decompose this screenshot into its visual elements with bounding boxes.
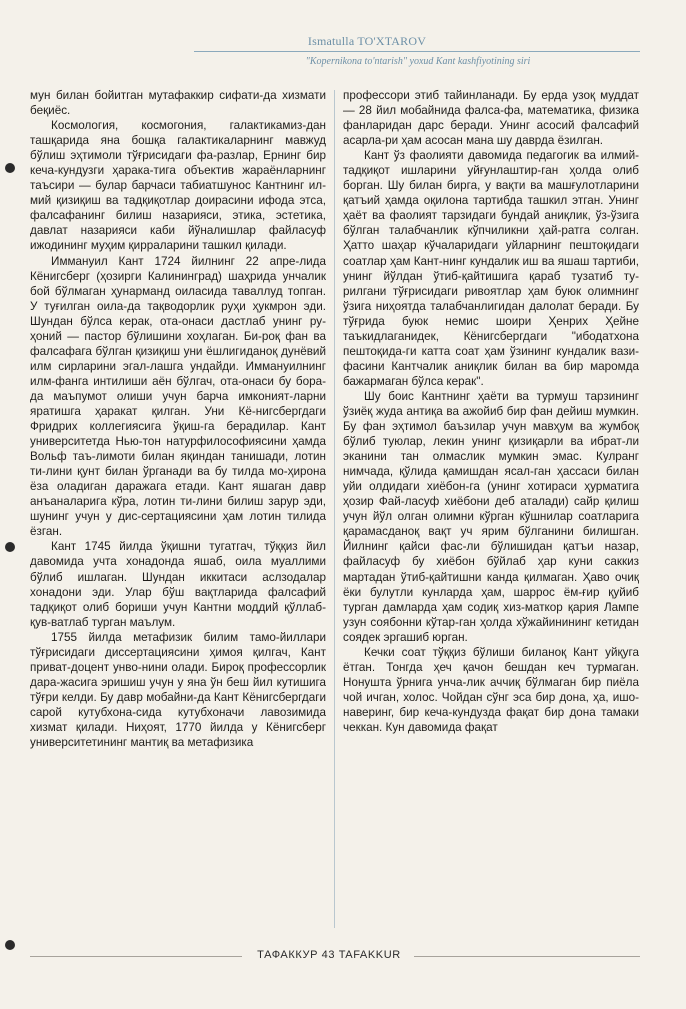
footer-page-label: ТАФАККУР 43 TAFAKKUR [257, 949, 401, 961]
paragraph: Кант 1745 йилда ўқишни тугатгач, тўққиз йил давомида учта хонадонда яшаб, оила муаллими бўлиб ишлаган. Шундан иккитаси аслзодалар хонадони эди. Улар бўш вақтларида фалсафий тадқиқот олиб бориши учун Кантни моддий қўллаб-қув-ватлаб турган маълум. [30, 540, 326, 629]
header-author: Ismatulla TO'XTAROV [307, 34, 427, 48]
paragraph: профессори этиб тайинланади. Бу ерда узоқ муддат — 28 йил мобайнида фалса-фа, математика, физика фанларидан дарс беради. Унинг асосий фалсафий асарла-ри ҳам асосан мана шу даврда ёзилган. [343, 89, 639, 148]
paragraph: Кант ўз фаолияти давомида педагогик ва илмий-тадқиқот ишларини уйғунлаштир-ган ҳолда олиб борган. Шу билан бирга, у вақти ва машғулотларини қатъий ҳамда оқилона тартибда ташкил этган. Унинг ҳаёт ва фаолият тарзидаги бундай аниқлик, ўз-ўзига бўлган талабчанлик кўпчиликни ҳай-ратга солган. Ҳатто шаҳар кўчаларидаги уйларнинг пештоқидаги соатлар ҳам Кант-нинг кундалик иш ва яшаш тартиби, унинг йўлдан ўтиб-қайтишига қараб тузатиб ту-рилгани тўғрисидаги ривоятлар ҳам буюк олимнинг ўзига ниҳоятда талабчанлигидан далолат беради. Бу тўғрида буюк немис шоири Ҳенрих Ҳейне таъкидлаганидек, Кёнигсбергдаги "ибодатхона пештоқида-ги катта соат ҳам ўзининг кундалик вази-фасини Кантчалик аниқлик билан ва бир маромда бажармаган бўлса керак". [343, 149, 639, 388]
footer-rule-left [30, 956, 242, 957]
paragraph: Шу боис Кантнинг ҳаёти ва турмуш тарзининг ўзиёқ жуда антиқа ва ажойиб бир фан дейиш мумкин. Бу фан эҳтимол баъзилар учун мавҳум ва жумбоқ бўлиб туюлар, лекин унинг қизиқарли ва ибрат-ли эканини тан олмаслик мумкин эмас. Кулранг нимчада, қўлида қамишдан ясал-ган ҳассаси билан уйи олдидаги хиёбон-га (унинг хотираси ҳурматига ҳозир Фай-ласуф хиёбони деб аталади) сайр қилиш учун йўл олган олимни кўрган кўшнилар соатларига қарамасданоқ вақт уч ярим бўлганини билишган. Йилнинг қайси фас-ли бўлишидан қатъи назар, файласуф бу хиёбон бўйлаб ҳар куни саккиз мартадан ўтиб-қайтишни канда қилмаган. Ҳаво очиқ ёки булутли кунларда ҳам, шаррос ём-ғир қуйиб турган дамларда ҳам содиқ хиз-маткор қария Лампе узун соябонни кўтар-ган ҳолда хўжайинининг кетидан соядек эргашиб юрган. [343, 389, 639, 644]
paragraph: Кечки соат тўққиз бўлиши биланоқ Кант уйқуга ётган. Тонгда ҳеч қачон бешдан кеч турмаган. Нонушта ўрнига унча-лик аччиқ бўлмаган бир пиёла чой ичган, холос. Чойдан сўнг эса бир дона, ҳа, ишо-наверинг, бир кеча-кундузда фақат бир дона тамаки чеккан. Кун давомида фақат [343, 645, 639, 734]
paragraph: мун билан бойитган мутафаккир сифати-да хизмати беқиёс. [30, 89, 326, 118]
left-column [30, 88, 326, 936]
column-divider [334, 90, 335, 928]
page-footer [0, 946, 686, 966]
binder-hole [5, 163, 15, 173]
paragraph: Иммануил Кант 1724 йилнинг 22 апре-лида Кёнигсберг (ҳозирги Калининград) шаҳрида унчалик бой бўлмаган ҳунарманд оиласида таваллуд топган. У туғилган оила-да тақводорлик руҳи ҳукмрон эди. Шундан бўлса керак, ота-онаси дастлаб унинг ру-ҳоний — пастор бўлишини хоҳлаган. Би-роқ фан ва фалсафага бўлган қизиқиш уни ёшлигиданоқ дунёвий илм сирларини эгал-лашга ундайди. Иммануилнинг илм-фанга интилиши аён бўлгач, ота-онаси бу бора-да маъпумот олиши учун барча имконият-ларни яратишга ҳаракат қилган. Уни Кё-нигсбергдаги Фридрих коллегиясига ўқиш-га берадилар. Кант университетда Нью-тон натурфилософиясини ҳамда Вольф таъ-лимоти билан яқиндан танишади, лотин ти-лини қунт билан ўрганади ва бу тилда мо-ҳирона ёза оладиган даражага етади. Кант яшаган давр анъаналарига кўра, лотин ти-лини билиш зарур эди, шунинг учун у дис-сертациясини ҳам лотин тилида ёзган. [30, 254, 326, 539]
header-rule [194, 51, 640, 52]
binder-hole [5, 940, 15, 950]
binder-hole [5, 542, 15, 552]
paragraph: Космология, космогония, галактикамиз-дан ташқарида яна бошқа галактикаларнинг мавжуд бўлиш эҳтимоли тўғрисидаги фа-разлар, Ернинг бир кеча-кундузги ҳарака-тига объектив жараёнларнинг таъсири — булар барчаси табиатшунос Кантнинг ил-мий қизиқиш ва тадқиқотлар доирасини ифода этса, фалсафанинг билиш назарияси, этика, эстетика, давлат назарияси каби йўналишлар файласуф ижодининг муҳим қирраларини ташкил қилади. [30, 119, 326, 253]
paragraph: 1755 йилда метафизик билим тамо-йиллари тўғрисидаги диссертациясини ҳимоя қилгач, Кант приват-доцент унво-нини олади. Бироқ профессорлик дара-жасига эришиш учун у яна ўн беш йил кутишига тўғри келди. Бу давр мобайни-да Кант Кёнигсбергдаги сарой кутубхона-сида кутубхоначи лавозимида хизмат қилади. Ниҳоят, 1770 йилда у Кёнигсберг университетининг мантиқ ва метафизика [30, 630, 326, 750]
header-subtitle: "Kopernikona to'ntarish" yoxud Kant kashfiyotining siri [305, 56, 531, 67]
right-column [343, 88, 639, 936]
footer-rule-right [414, 956, 640, 957]
